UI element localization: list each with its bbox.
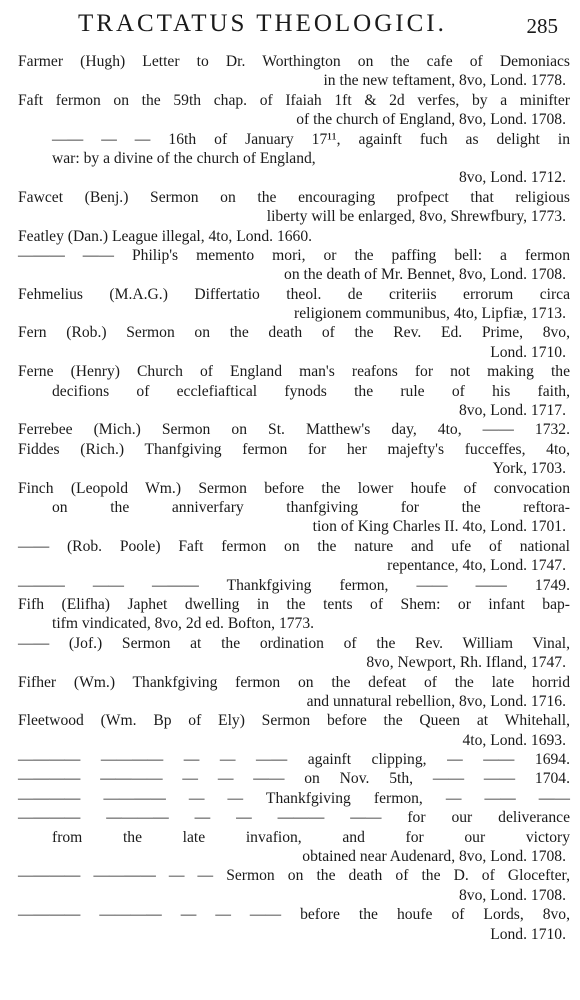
entry-heading-line: ———— ———— — — —— before the houfe of Lords, 8vo, xyxy=(18,906,570,924)
catalog-entry xyxy=(0,595,580,634)
catalog-entry xyxy=(0,188,580,227)
entry-heading-line: Ferrebee (Mich.) Sermon on St. Matthew's day, 4to, —— 1732. xyxy=(18,421,570,439)
entry-continuation-line: repentance, 4to, Lond. 1747. xyxy=(387,557,566,575)
catalog-entry xyxy=(0,750,580,769)
catalog-entry xyxy=(0,711,580,750)
entry-continuation-line: tion of King Charles II. 4to, Lond. 1701. xyxy=(312,518,566,536)
entry-heading-line: Faft fermon on the 59th chap. of Ifaiah 1ft & 2d verfes, by a minifter xyxy=(18,91,570,109)
entry-continuation-line: 8vo, Lond. 1717. xyxy=(459,402,566,420)
bibliography-entries xyxy=(0,52,580,944)
entry-heading-line: Fawcet (Benj.) Sermon on the encouraging profpect that religious xyxy=(18,188,570,206)
catalog-entry xyxy=(0,362,580,420)
catalog-entry xyxy=(0,420,580,439)
entry-continuation-line: Lond. 1710. xyxy=(490,925,566,943)
catalog-entry xyxy=(0,634,580,673)
catalog-entry xyxy=(0,285,580,324)
entry-continuation-line: 4to, Lond. 1693. xyxy=(462,731,566,749)
entry-heading-line: ———— ———— — — Thankfgiving fermon, — —— —— xyxy=(18,789,570,807)
catalog-entry xyxy=(0,576,580,595)
page-number: 285 xyxy=(526,14,558,38)
entry-heading-line: ———— ———— — — —— againft clipping, — —— 1694. xyxy=(18,751,570,769)
entry-continuation-line: 8vo, Lond. 1712. xyxy=(459,169,566,187)
entry-heading-line: Fiddes (Rich.) Thanfgiving fermon for her majefty's fucceffes, 4to, xyxy=(18,440,570,458)
running-title: TRACTATUS THEOLOGICI. xyxy=(78,10,447,37)
entry-continuation-line: 8vo, Newport, Rh. Ifland, 1747. xyxy=(366,654,566,672)
catalog-entry xyxy=(0,440,580,479)
entry-continuation-line: York, 1703. xyxy=(492,460,566,478)
entry-continuation-line: religionem communibus, 4to, Lipfiæ, 1713. xyxy=(294,305,566,323)
entry-continuation-line: decifions of ecclefiaftical fynods the rule of his faith, xyxy=(52,382,570,400)
entry-continuation-line: of the church of England, 8vo, Lond. 1708. xyxy=(296,111,566,129)
entry-heading-line: Fehmelius (M.A.G.) Differtatio theol. de criteriis errorum circa xyxy=(18,285,570,303)
entry-continuation-line: on the anniverfary thanfgiving for the reftora- xyxy=(52,498,570,516)
catalog-entry xyxy=(0,673,580,712)
entry-heading-line: ——— —— ——— Thankfgiving fermon, —— —— 1749. xyxy=(18,576,570,594)
catalog-entry xyxy=(0,769,580,788)
entry-heading-line: —— (Rob. Poole) Faft fermon on the nature and ufe of national xyxy=(18,537,570,555)
entry-heading-line: Fifh (Elifha) Japhet dwelling in the tents of Shem: or infant bap- xyxy=(18,595,570,613)
entry-continuation-line: 8vo, Lond. 1708. xyxy=(459,886,566,904)
entry-heading-line: ———— ———— — — —— on Nov. 5th, —— —— 1704. xyxy=(18,770,570,788)
entry-heading-line: —— (Jof.) Sermon at the ordination of the Rev. William Vinal, xyxy=(18,634,570,652)
entry-continuation-line: war: by a divine of the church of England, xyxy=(52,149,316,167)
entry-heading-line: Fleetwood (Wm. Bp of Ely) Sermon before the Queen at Whitehall, xyxy=(18,712,570,730)
catalog-entry xyxy=(0,246,580,285)
entry-heading-line: Featley (Dan.) League illegal, 4to, Lond. 1660. xyxy=(18,227,313,245)
catalog-entry xyxy=(0,91,580,188)
entry-continuation-line: Lond. 1710. xyxy=(490,343,566,361)
catalog-entry xyxy=(0,905,580,944)
catalog-entry xyxy=(0,866,580,905)
entry-continuation-line: and unnatural rebellion, 8vo, Lond. 1716. xyxy=(306,692,566,710)
entry-heading-line: Fifher (Wm.) Thankfgiving fermon on the defeat of the late horrid xyxy=(18,673,570,691)
entry-continuation-line: obtained near Audenard, 8vo, Lond. 1708. xyxy=(302,848,566,866)
entry-continuation-line: liberty will be enlarged, 8vo, Shrewfbury, 1773. xyxy=(266,208,566,226)
catalog-entry xyxy=(0,323,580,362)
entry-continuation-line: from the late invafion, and for our victory xyxy=(52,828,570,846)
entry-heading-line: ———— ———— — — Sermon on the death of the D. of Glocefter, xyxy=(18,867,570,885)
entry-heading-line: ———— ———— — — ——— —— for our deliverance xyxy=(18,809,570,827)
entry-heading-line: Fern (Rob.) Sermon on the death of the Rev. Ed. Prime, 8vo, xyxy=(18,324,570,342)
entry-heading-line: ——— —— Philip's memento mori, or the paffing bell: a fermon xyxy=(18,246,570,264)
catalog-entry xyxy=(0,227,580,246)
page-header xyxy=(0,6,580,42)
catalog-entry xyxy=(0,537,580,576)
entry-continuation-line: in the new teftament, 8vo, Lond. 1778. xyxy=(323,72,566,90)
entry-continuation-line: tifm vindicated, 8vo, 2d ed. Bofton, 1773. xyxy=(52,615,315,633)
entry-heading-line: Farmer (Hugh) Letter to Dr. Worthington on the cafe of Demoniacs xyxy=(18,53,570,70)
entry-heading-line: Finch (Leopold Wm.) Sermon before the lower houfe of convocation xyxy=(18,479,570,497)
entry-heading-line: Ferne (Henry) Church of England man's reafons for not making the xyxy=(18,363,570,381)
catalog-entry xyxy=(0,479,580,537)
entry-continuation-line: —— — — 16th of January 17¹¹, againft fuch as delight in xyxy=(52,130,570,148)
entry-continuation-line: on the death of Mr. Bennet, 8vo, Lond. 1708. xyxy=(284,266,566,284)
catalog-entry xyxy=(0,808,580,866)
catalog-entry xyxy=(0,52,580,91)
catalog-entry xyxy=(0,789,580,808)
